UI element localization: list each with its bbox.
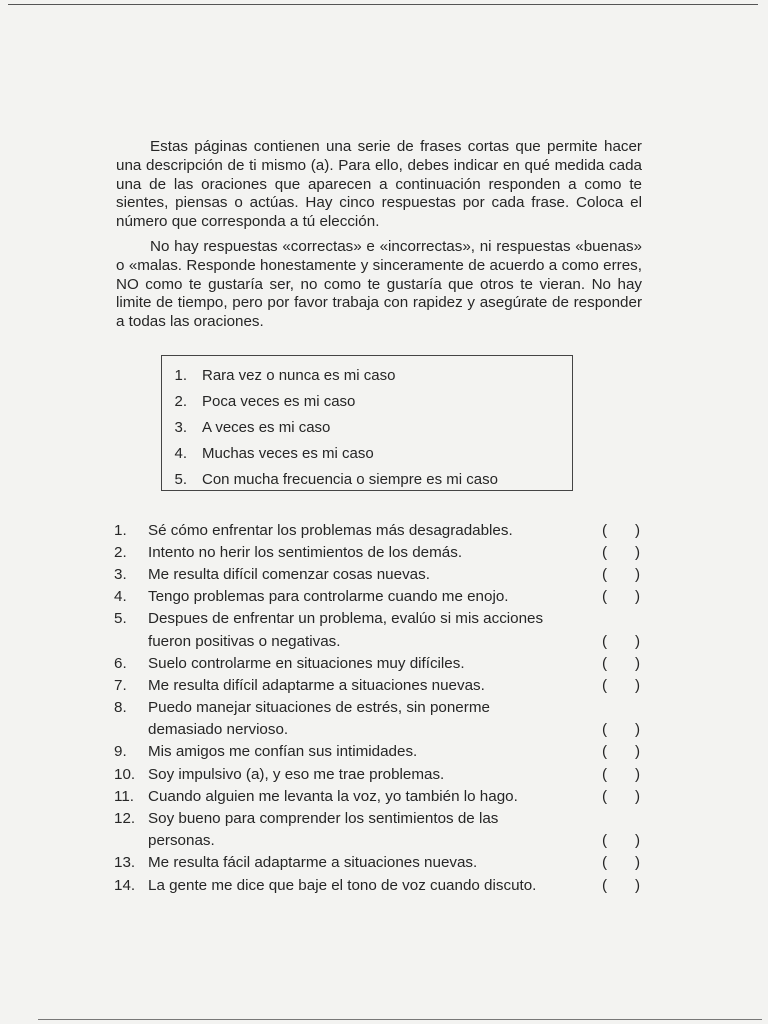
question-item [114,852,646,874]
question-item [114,652,646,674]
answer-blank[interactable] [602,674,640,696]
question-text: Soy impulsivo (a), y eso me trae problemas. [148,765,445,783]
question-item [114,807,646,851]
question-number: 6. [114,654,127,672]
answer-close-paren: ) [634,721,640,739]
question-text: personas. [148,832,215,850]
legend-option-number: 1. [174,366,187,384]
question-line [114,563,646,585]
question-line [114,541,646,563]
question-text: Sé cómo enfrentar los problemas más desagradables. [148,521,513,539]
answer-blank[interactable] [602,586,640,608]
legend-option-label: Poca veces es mi caso [202,392,356,410]
answer-close-paren: ) [634,743,640,761]
question-line [114,807,646,829]
question-item [114,697,646,741]
question-number: 2. [114,543,127,561]
question-text: fueron positivas o negativas. [148,632,341,650]
legend-option-number: 3. [174,418,187,436]
answer-blank[interactable] [602,652,640,674]
question-text: Soy bueno para comprender los sentimientos de las [148,810,499,828]
answer-blank[interactable] [602,874,640,896]
legend-option-label: A veces es mi caso [202,418,331,436]
question-line [114,652,646,674]
answer-close-paren: ) [634,521,640,539]
question-text: Tengo problemas para controlarme cuando me enojo. [148,588,509,606]
question-item [114,586,646,608]
answer-close-paren: ) [634,565,640,583]
answer-blank[interactable] [602,763,640,785]
answer-open-paren: ( [602,787,608,805]
legend-option-number: 2. [174,392,187,410]
question-text: demasiado nervioso. [148,721,289,739]
bottom-rule [38,1019,762,1020]
answer-open-paren: ( [602,676,608,694]
question-number: 12. [114,810,136,828]
answer-open-paren: ( [602,654,608,672]
instructions-paragraph-2: No hay respuestas «correctas» e «incorrectas», ni respuestas «buenas» o «malas. Responde honestamente y sinceramente de acuerdo a como erres, NO como te gustaría ser, no como te gustaría que otros te vieran. No hay limite de tiempo, pero por favor trabaja con rapidez y asegúrate de responder a todas las oraciones. [116,237,642,331]
answer-open-paren: ( [602,588,608,606]
question-line [114,785,646,807]
answer-open-paren: ( [602,765,608,783]
question-item [114,519,646,541]
answer-close-paren: ) [634,676,640,694]
question-number: 13. [114,854,136,872]
question-item [114,763,646,785]
question-number: 14. [114,876,136,894]
question-line [114,674,646,696]
answer-open-paren: ( [602,521,608,539]
question-text: Mis amigos me confían sus intimidades. [148,743,418,761]
question-line [114,874,646,896]
answer-open-paren: ( [602,854,608,872]
answer-close-paren: ) [634,876,640,894]
answer-open-paren: ( [602,743,608,761]
question-number: 10. [114,765,136,783]
question-line [114,830,646,852]
question-item [114,874,646,896]
question-line [114,741,646,763]
question-number: 9. [114,743,127,761]
legend-option-number: 5. [174,471,187,489]
question-item [114,608,646,652]
answer-open-paren: ( [602,543,608,561]
legend-option-label: Rara vez o nunca es mi caso [202,366,396,384]
answer-close-paren: ) [634,787,640,805]
questionnaire-items [114,519,646,896]
response-scale-legend [161,355,573,491]
question-number: 5. [114,610,127,628]
answer-blank[interactable] [602,785,640,807]
answer-close-paren: ) [634,632,640,650]
answer-blank[interactable] [602,541,640,563]
question-number: 3. [114,565,127,583]
answer-blank[interactable] [602,563,640,585]
question-number: 1. [114,521,127,539]
question-line [114,697,646,719]
question-item [114,541,646,563]
answer-blank[interactable] [602,719,640,741]
legend-option [162,388,572,414]
question-number: 4. [114,588,127,606]
answer-open-paren: ( [602,832,608,850]
top-rule [8,4,758,5]
answer-open-paren: ( [602,565,608,583]
answer-close-paren: ) [634,854,640,872]
instructions [116,138,642,338]
answer-blank[interactable] [602,519,640,541]
question-item [114,741,646,763]
legend-option-label: Con mucha frecuencia o siempre es mi caso [202,471,498,489]
question-number: 11. [114,787,134,805]
question-line [114,630,646,652]
question-item [114,563,646,585]
question-text: Intento no herir los sentimientos de los demás. [148,543,463,561]
question-line [114,763,646,785]
question-line [114,519,646,541]
legend-option [162,441,572,467]
legend-option-number: 4. [174,445,187,463]
answer-open-paren: ( [602,876,608,894]
question-text: Me resulta fácil adaptarme a situaciones nuevas. [148,854,478,872]
answer-blank[interactable] [602,630,640,652]
legend-option [162,362,572,388]
answer-close-paren: ) [634,588,640,606]
question-text: Cuando alguien me levanta la voz, yo también lo hago. [148,787,518,805]
question-number: 7. [114,676,127,694]
answer-close-paren: ) [634,832,640,850]
answer-close-paren: ) [634,654,640,672]
answer-close-paren: ) [634,765,640,783]
instructions-paragraph-1: Estas páginas contienen una serie de frases cortas que permite hacer una descripción de ti mismo (a). Para ello, debes indicar en qué medida cada una de las oraciones que aparecen a continuación responden a como te sientes, piensas o actúas. Hay cinco respuestas por cada frase. Coloca el número que corresponda a tú elección. [116,138,642,231]
question-line [114,852,646,874]
legend-option [162,414,572,440]
question-text: Me resulta difícil comenzar cosas nuevas. [148,565,430,583]
answer-blank[interactable] [602,852,640,874]
answer-blank[interactable] [602,830,640,852]
answer-open-paren: ( [602,721,608,739]
answer-blank[interactable] [602,741,640,763]
legend-option-label: Muchas veces es mi caso [202,445,374,463]
question-line [114,608,646,630]
question-text: Me resulta difícil adaptarme a situaciones nuevas. [148,676,485,694]
question-line [114,719,646,741]
question-text: Suelo controlarme en situaciones muy difíciles. [148,654,465,672]
question-text: Despues de enfrentar un problema, evalúo si mis acciones [148,610,544,628]
answer-close-paren: ) [634,543,640,561]
question-item [114,785,646,807]
answer-open-paren: ( [602,632,608,650]
question-text: La gente me dice que baje el tono de voz cuando discuto. [148,876,537,894]
question-line [114,586,646,608]
question-item [114,674,646,696]
legend-option [162,467,572,493]
question-text: Puedo manejar situaciones de estrés, sin ponerme [148,699,490,717]
question-number: 8. [114,699,127,717]
